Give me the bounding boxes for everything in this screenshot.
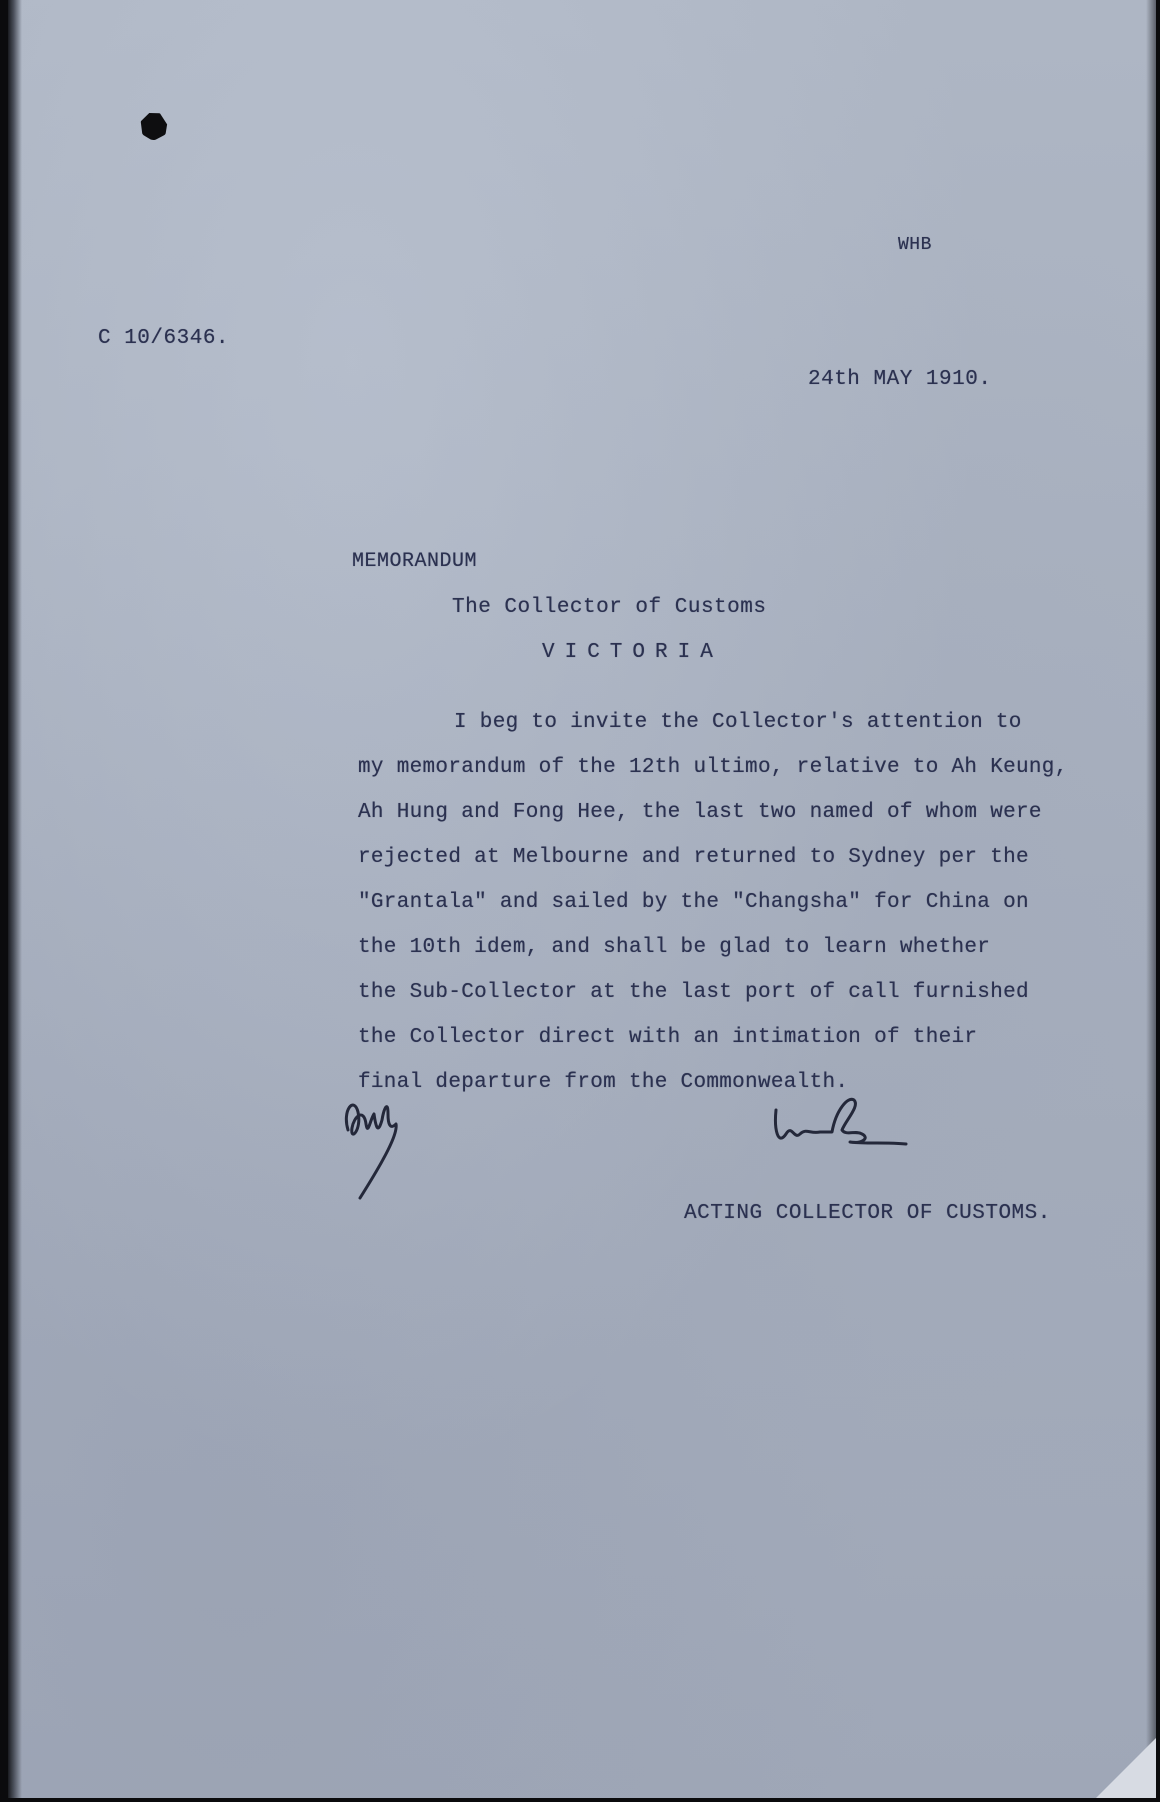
body-line: the Sub-Collector at the last port of call furnished [358, 981, 1029, 1004]
body-line: the Collector direct with an intimation of their [358, 1026, 978, 1049]
corner-fold [1096, 1738, 1156, 1798]
body-line: "Grantala" and sailed by the "Changsha" for China on [358, 891, 1029, 914]
signoff-title: ACTING COLLECTOR OF CUSTOMS. [684, 1202, 1051, 1225]
handwritten-signature [770, 1090, 910, 1160]
reference-number: C 10/6346. [98, 327, 230, 350]
body-line: I beg to invite the Collector's attention to [454, 711, 1022, 734]
body-line: the 10th idem, and shall be glad to learn whether [358, 936, 991, 959]
clerk-initials: WHB [898, 235, 932, 255]
memo-heading: MEMORANDUM [352, 550, 478, 573]
body-line: final departure from the Commonwealth. [358, 1071, 849, 1094]
paper-edge-left [8, 0, 22, 1798]
recipient-region: VICTORIA [542, 641, 723, 664]
document-date: 24th MAY 1910. [808, 368, 992, 391]
body-line: my memorandum of the 12th ultimo, relative to Ah Keung, [358, 756, 1068, 779]
paper-edge-right [1146, 0, 1156, 1798]
body-line: Ah Hung and Fong Hee, the last two named of whom were [358, 801, 1042, 824]
body-line: rejected at Melbourne and returned to Sydney per the [358, 846, 1029, 869]
memo-body [358, 700, 1118, 1105]
handwritten-initials-left [340, 1090, 410, 1202]
recipient-line: The Collector of Customs [452, 596, 767, 619]
